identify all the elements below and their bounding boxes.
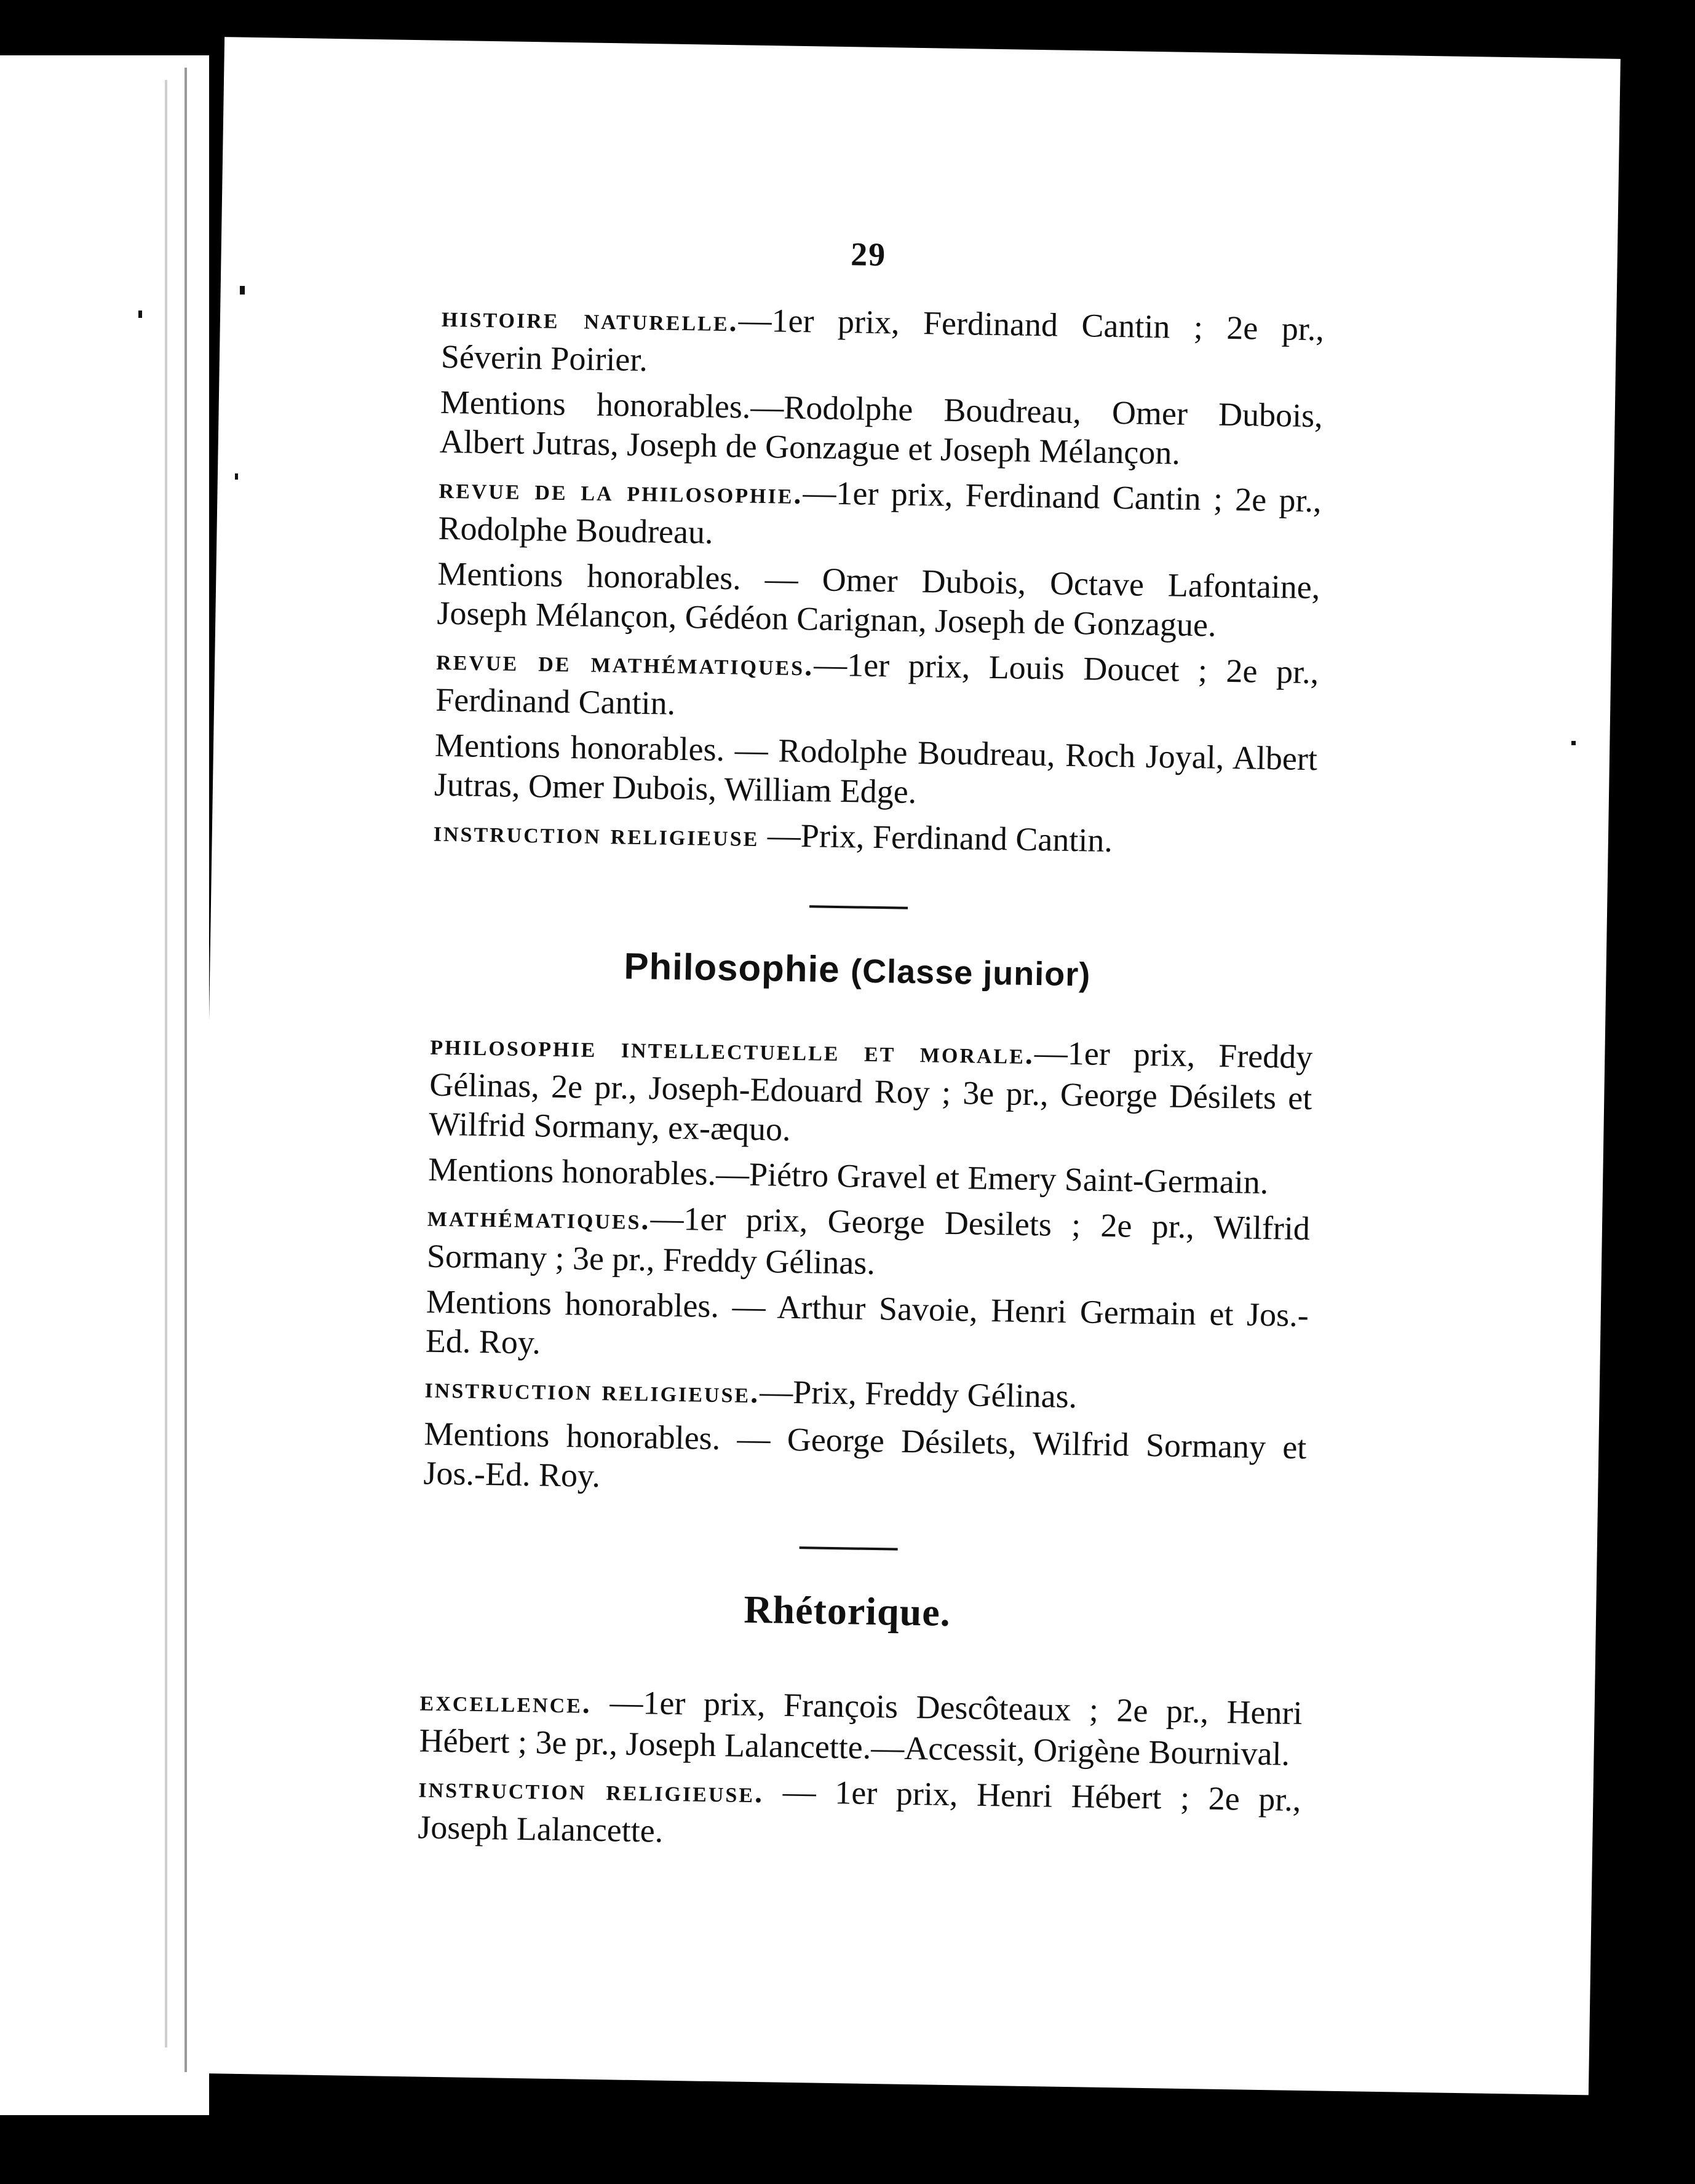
entry-text: Mentions honorables. — George Désilets, Wilfrid Sormany et Jos.-Ed. Roy. bbox=[423, 1415, 1307, 1495]
facing-page-edge bbox=[0, 55, 209, 2115]
subject-label: revue de mathématiques. bbox=[435, 643, 814, 682]
entry-text: —1er prix, Louis Doucet ; 2e pr., Ferdinand Cantin. bbox=[435, 646, 1319, 722]
honorable-mentions bbox=[408, 382, 1323, 475]
prize-entry bbox=[388, 1679, 1303, 1774]
prize-entry bbox=[405, 638, 1319, 733]
heading-subtitle: (Classe junior) bbox=[850, 952, 1091, 994]
subject-label: excellence. bbox=[419, 1684, 592, 1720]
honorable-mentions bbox=[394, 1281, 1309, 1374]
entry-text: —1er prix, Freddy Gélinas, 2e pr., Joseph-Edouard Roy ; 3e pr., George Désilets et Wilfrid Sormany, ex-æquo. bbox=[428, 1034, 1313, 1148]
page-edge-line bbox=[165, 80, 167, 2048]
scan-speck bbox=[138, 311, 142, 318]
honorable-mentions bbox=[392, 1414, 1307, 1506]
subject-label: revue de la philosophie. bbox=[439, 472, 803, 511]
entry-text: —1er prix, Ferdinand Cantin ; 2e pr., Rodolphe Boudreau. bbox=[438, 474, 1322, 551]
subject-label: mathématiques. bbox=[427, 1200, 651, 1236]
section-philosophie-junior bbox=[392, 943, 1314, 1506]
scan-speck bbox=[235, 473, 238, 480]
entry-text: Mentions honorables. — Omer Dubois, Octave Lafontaine, Joseph Mélançon, Gédéon Carignan, Joseph de Gonzague. bbox=[437, 555, 1320, 644]
prize-entry bbox=[387, 1766, 1301, 1861]
prize-entry bbox=[407, 467, 1322, 561]
prize-entry bbox=[410, 295, 1325, 390]
subject-label: instruction religieuse bbox=[433, 815, 760, 853]
subject-label: instruction religieuse. bbox=[418, 1771, 764, 1810]
entry-text: Mentions honorables.—Rodolphe Boudreau, Omer Dubois, Albert Jutras, Joseph de Gonzague et Joseph Mélançon. bbox=[439, 383, 1324, 472]
subject-label: philosophie intellectuelle et morale. bbox=[430, 1028, 1035, 1071]
honorable-mentions bbox=[403, 725, 1318, 818]
section-heading bbox=[400, 943, 1314, 998]
prize-entry bbox=[402, 810, 1316, 865]
entry-text: Mentions honorables. — Rodolphe Boudreau, Roch Joyal, Albert Jutras, Omer Dubois, William Edge. bbox=[434, 726, 1318, 810]
scan-speck bbox=[1571, 741, 1576, 745]
entry-text: Mentions honorables.—Piétro Gravel et Emery Saint-Germain. bbox=[427, 1150, 1269, 1201]
section-rhetorique bbox=[387, 1585, 1304, 1861]
heading-text: Rhétorique. bbox=[743, 1587, 951, 1635]
entry-text: — 1er prix, Henri Hébert ; 2e pr., Joseph Lalancette. bbox=[417, 1773, 1301, 1850]
entry-text: —1er prix, François Descôteaux ; 2e pr., Henri Hébert ; 3e pr., Joseph Lalancette.—Accessit, Origène Bournival. bbox=[419, 1683, 1303, 1773]
heading-text: Philosophie bbox=[624, 945, 841, 991]
section-continued bbox=[402, 295, 1324, 865]
entry-text: —Prix, Freddy Gélinas. bbox=[759, 1373, 1078, 1415]
scan-speck bbox=[240, 286, 245, 295]
entry-text: Mentions honorables. — Arthur Savoie, Henri Germain et Jos.-Ed. Roy. bbox=[425, 1283, 1309, 1361]
page-number: 29 bbox=[850, 235, 887, 274]
prize-entry bbox=[394, 1366, 1308, 1422]
honorable-mentions bbox=[397, 1149, 1311, 1203]
honorable-mentions bbox=[406, 553, 1320, 646]
document-page bbox=[193, 37, 1621, 2095]
section-divider bbox=[799, 1546, 897, 1551]
subject-label: histoire naturelle. bbox=[441, 300, 739, 338]
prize-entry bbox=[398, 1023, 1313, 1157]
page-edge-line bbox=[185, 68, 187, 2072]
entry-text: —Prix, Ferdinand Cantin. bbox=[758, 816, 1113, 860]
section-divider bbox=[809, 905, 908, 909]
page-content bbox=[387, 228, 1325, 1867]
entry-text: —1er prix, Ferdinand Cantin ; 2e pr., Séverin Poirier. bbox=[440, 301, 1325, 379]
subject-label: instruction religieuse. bbox=[424, 1371, 760, 1410]
section-heading bbox=[391, 1585, 1304, 1638]
prize-entry bbox=[396, 1195, 1311, 1289]
entry-text: —1er prix, George Desilets ; 2e pr., Wilfrid Sormany ; 3e pr., Freddy Gélinas. bbox=[426, 1200, 1311, 1282]
